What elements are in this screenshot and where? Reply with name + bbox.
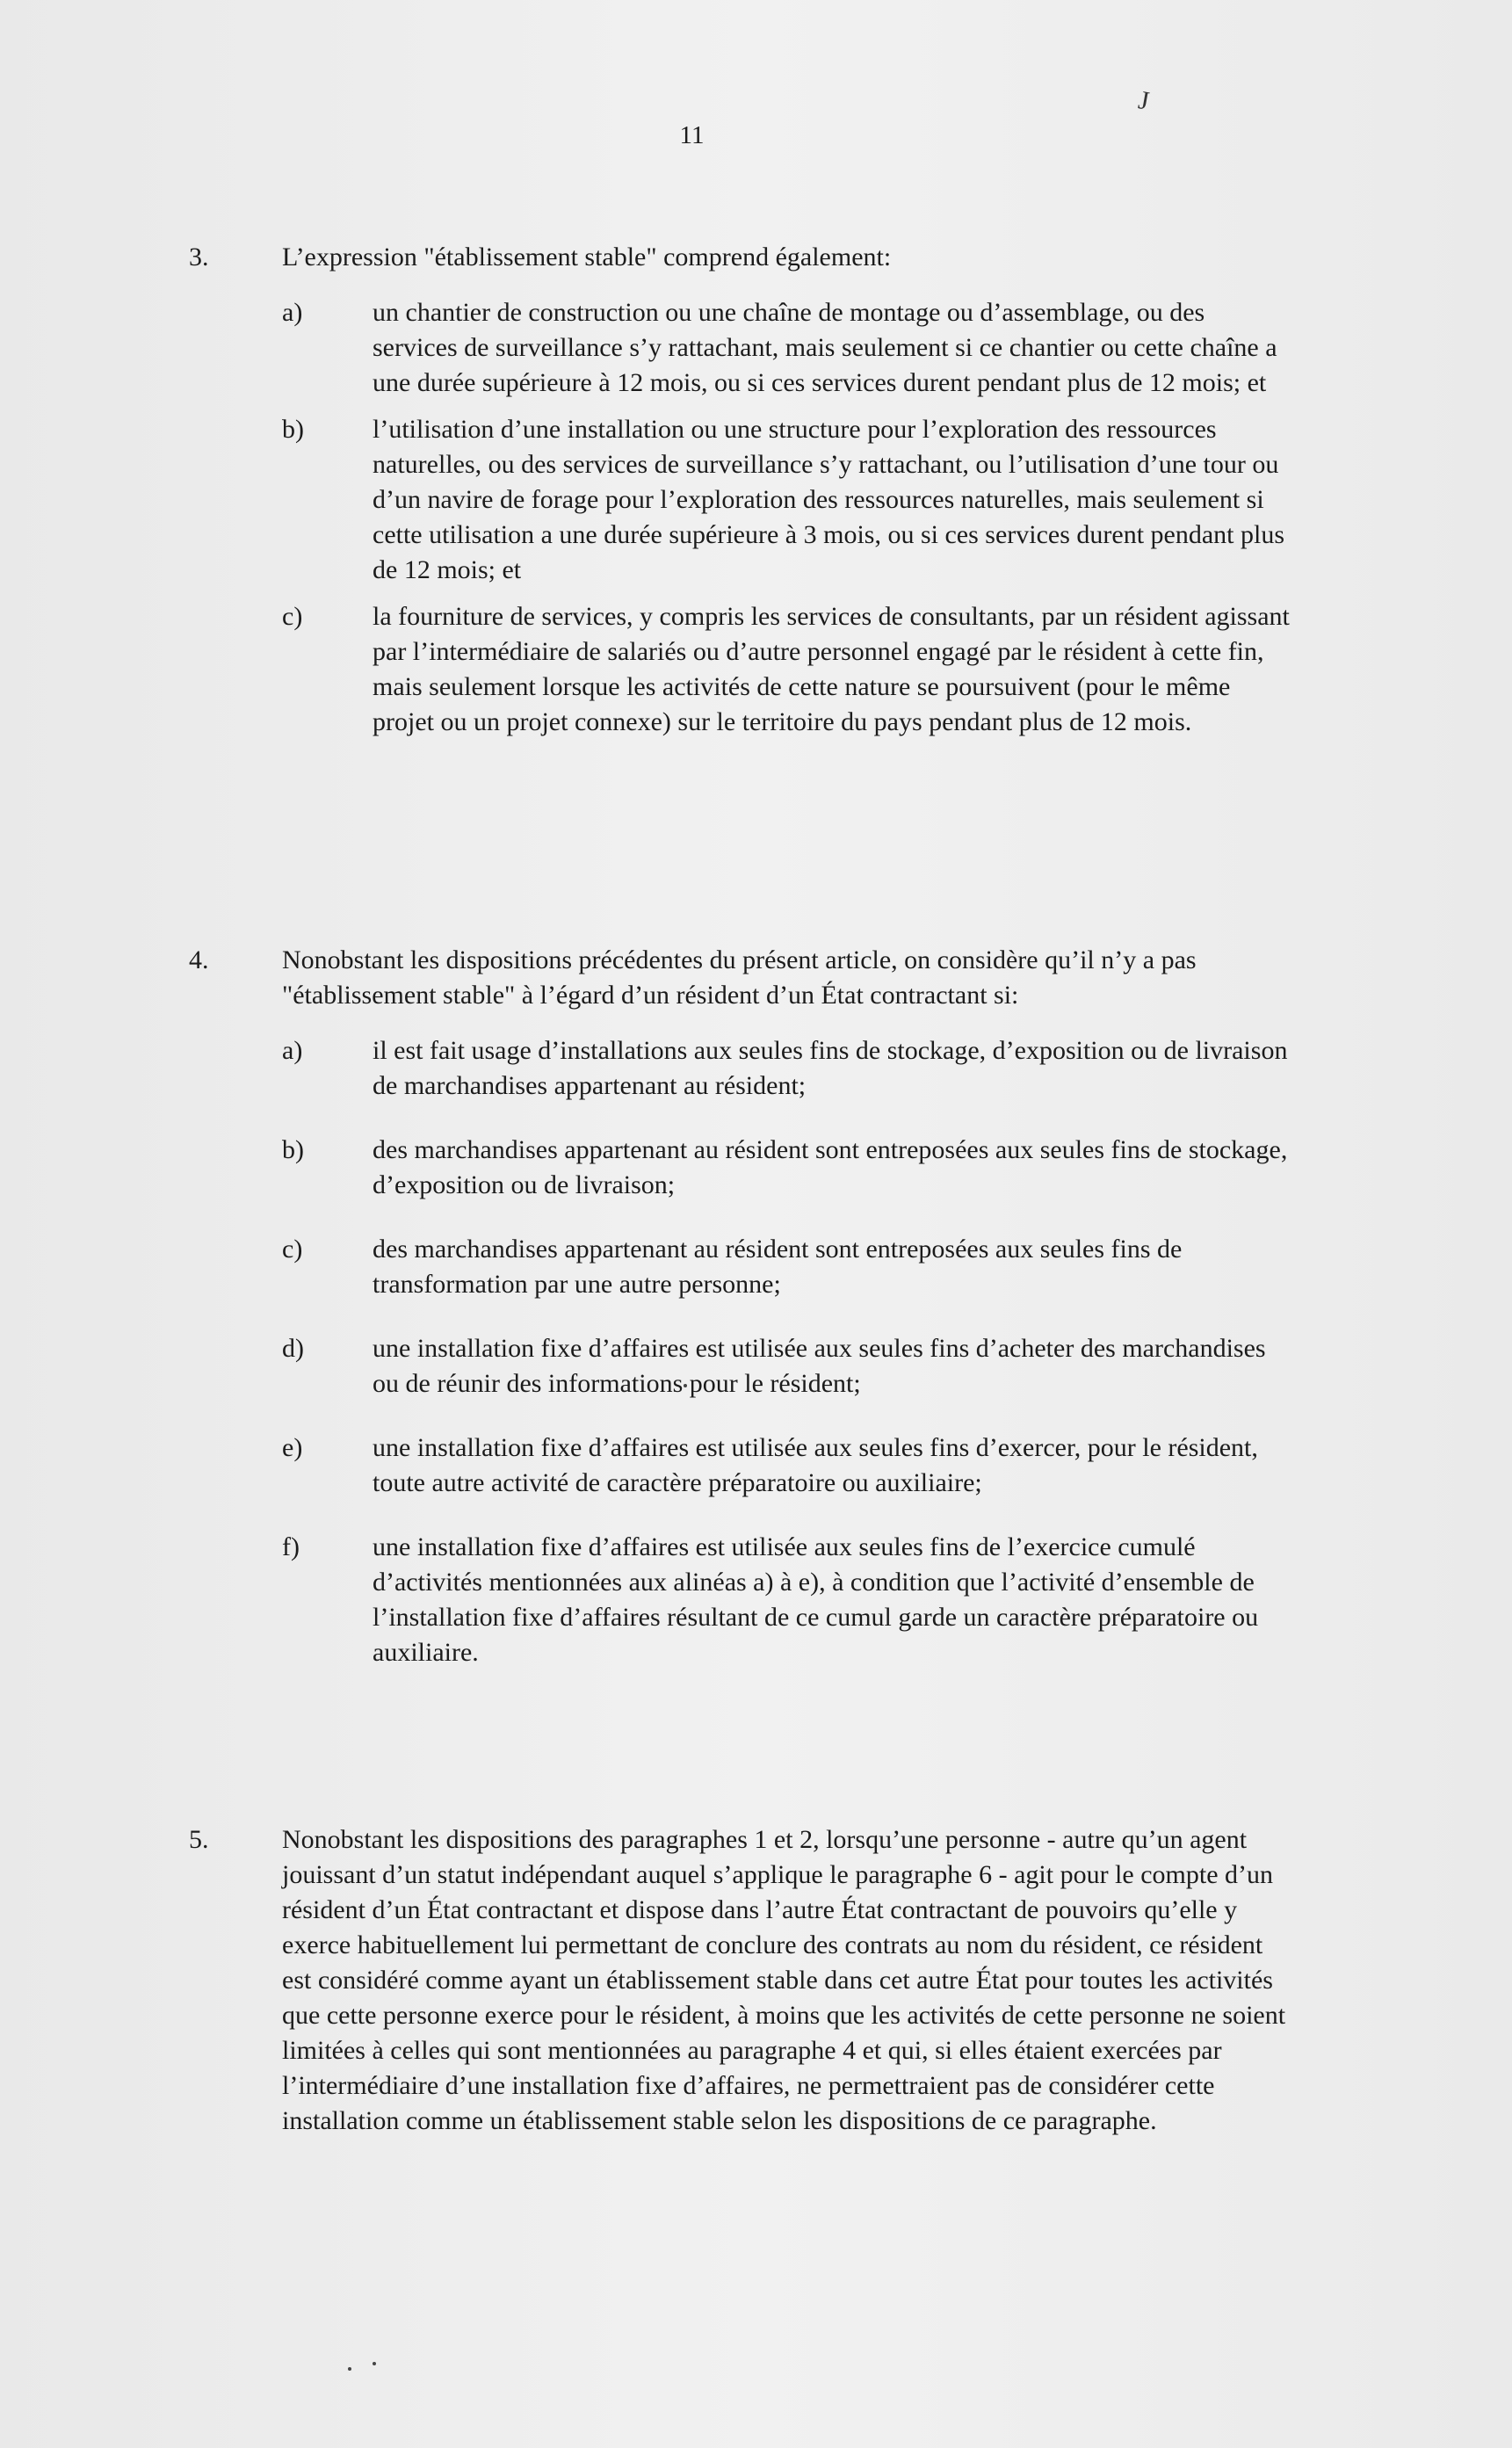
paragraph-body bbox=[282, 943, 1292, 1670]
item-text: une installation fixe d’affaires est utilisée aux seules fins d’acheter des marchandises ou de réunir des informations pour le résident; bbox=[373, 1334, 1266, 1398]
list-item bbox=[282, 1033, 1292, 1104]
item-label: a) bbox=[282, 1036, 303, 1065]
list-item bbox=[282, 412, 1292, 588]
list-item bbox=[282, 1331, 1292, 1401]
list-item bbox=[282, 295, 1292, 401]
item-text: la fourniture de services, y compris les services de consultants, par un résident agissant par l’intermédiaire de salariés ou d’autre personnel engagé par le résident à cette fin, mais seulement lorsque les activités de cette nature se poursuivent (pour le même projet ou un projet connexe) sur le territoire du pays pendant plus de 12 mois. bbox=[373, 602, 1290, 736]
speck bbox=[373, 2362, 376, 2365]
item-text: un chantier de construction ou une chaîne de montage ou d’assemblage, ou des services de surveillance s’y rattachant, mais seulement si ce chantier ou cette chaîne a une durée supérieure à 12 mois, ou si ces services durent pendant plus de 12 mois; et bbox=[373, 298, 1277, 397]
item-text: des marchandises appartenant au résident sont entreposées aux seules fins de transformation par une autre personne; bbox=[373, 1235, 1183, 1299]
paragraph-lead: Nonobstant les dispositions précédentes du présent article, on considère qu’il n’y a pas "établissement stable" à l’égard d’un résident d’un État contractant si: bbox=[282, 945, 1197, 1010]
list-item bbox=[282, 1430, 1292, 1501]
item-text: des marchandises appartenant au résident sont entreposées aux seules fins de stockage, d’exposition ou de livraison; bbox=[373, 1135, 1288, 1199]
paragraph-lead: Nonobstant les dispositions des paragraphes 1 et 2, lorsqu’une personne - autre qu’un agent jouissant d’un statut indépendant auquel s’applique le paragraphe 6 - agit pour le compte d’un résident d’un État contractant et dispose dans l’autre État contractant de pouvoirs qu’elle y exerce habituellement lui permettant de conclure des contrats au nom du résident, ce résident est considéré comme ayant un établissement stable dans cet autre État pour toutes les activités que cette personne exerce pour le résident, à moins que les activités de cette personne ne soient limitées à celles qui sont mentionnées au paragraphe 4 et qui, si elles étaient exercées par l’intermédiaire d’une installation fixe d’affaires, ne permettraient pas de considérer cette installation comme un établissement stable selon les dispositions de ce paragraphe. bbox=[282, 1825, 1286, 2135]
paragraph-number: 3. bbox=[189, 243, 209, 272]
list-item bbox=[282, 1530, 1292, 1670]
item-label: f) bbox=[282, 1532, 300, 1561]
item-label: e) bbox=[282, 1433, 303, 1462]
item-text: il est fait usage d’installations aux seules fins de stockage, d’exposition ou de livraison de marchandises appartenant au résident; bbox=[373, 1036, 1288, 1100]
paragraph-5 bbox=[189, 1822, 1296, 2139]
list-item bbox=[282, 1133, 1292, 1203]
item-label: b) bbox=[282, 415, 304, 444]
margin-mark: J bbox=[1136, 85, 1152, 116]
item-label: d) bbox=[282, 1334, 304, 1363]
item-text: une installation fixe d’affaires est utilisée aux seules fins d’exercer, pour le résident, toute autre activité de caractère préparatoire ou auxiliaire; bbox=[373, 1433, 1258, 1497]
paragraph-number: 5. bbox=[189, 1825, 209, 1854]
list-item bbox=[282, 599, 1292, 740]
item-label: c) bbox=[282, 1235, 303, 1264]
list-item bbox=[282, 1232, 1292, 1302]
paragraph-number: 4. bbox=[189, 945, 209, 974]
page-number: 11 bbox=[679, 121, 705, 149]
item-label: c) bbox=[282, 602, 303, 631]
item-label: b) bbox=[282, 1135, 304, 1164]
item-text: une installation fixe d’affaires est utilisée aux seules fins de l’exercice cumulé d’activités mentionnées aux alinéas a) à e), à condition que l’activité d’ensemble de l’installation fixe d’affaires résultant de ce cumul garde un caractère préparatoire ou auxiliaire. bbox=[373, 1532, 1259, 1667]
paragraph-body bbox=[282, 1822, 1297, 2139]
paragraph-3 bbox=[189, 240, 1296, 740]
paragraph-lead: L’expression "établissement stable" comprend également: bbox=[282, 243, 892, 272]
item-text: l’utilisation d’une installation ou une structure pour l’exploration des ressources naturelles, ou des services de surveillance s’y rattachant, ou l’utilisation d’une tour ou d’un navire de forage pour l’exploration des ressources naturelles, mais seulement si cette utilisation a une durée supérieure à 3 mois, ou si ces services durent pendant plus de 12 mois; et bbox=[373, 415, 1285, 584]
paragraph-4 bbox=[189, 943, 1296, 1670]
speck bbox=[348, 2367, 351, 2371]
paragraph-body bbox=[282, 240, 1292, 740]
item-label: a) bbox=[282, 298, 303, 327]
